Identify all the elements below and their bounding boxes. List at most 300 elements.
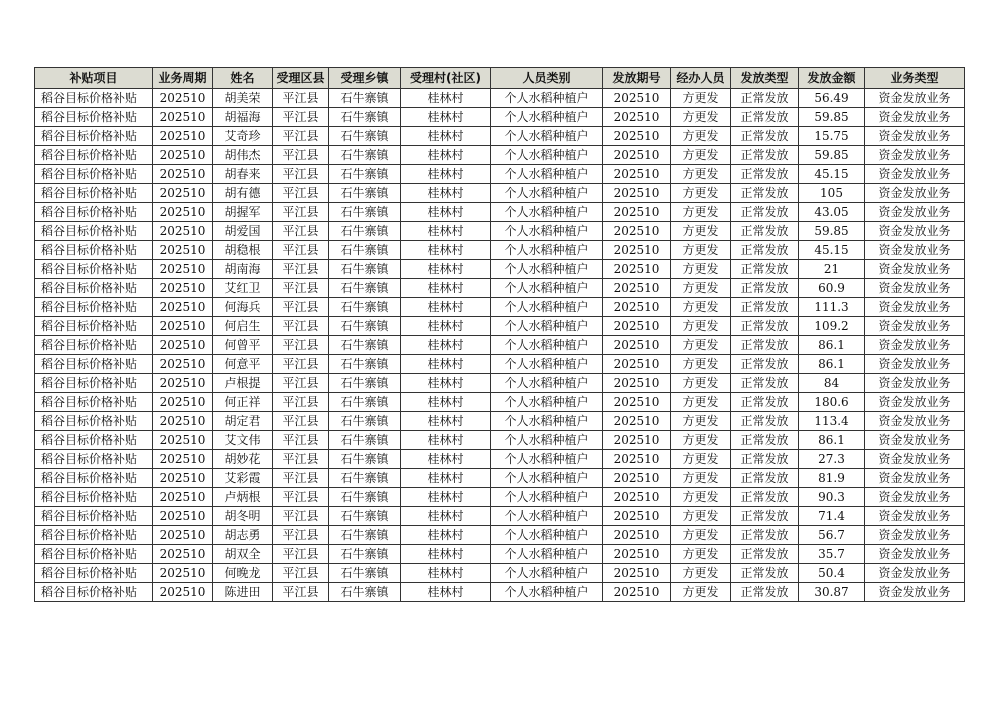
cell-amount: 45.15 bbox=[799, 165, 865, 184]
cell-issue-type: 正常发放 bbox=[731, 279, 799, 298]
cell-village: 桂林村 bbox=[401, 374, 491, 393]
cell-township: 石牛寨镇 bbox=[329, 241, 401, 260]
cell-subsidy-item: 稻谷目标价格补贴 bbox=[35, 184, 153, 203]
cell-person-category: 个人水稻种植户 bbox=[491, 583, 603, 602]
cell-village: 桂林村 bbox=[401, 336, 491, 355]
cell-name: 艾红卫 bbox=[213, 279, 273, 298]
cell-township: 石牛寨镇 bbox=[329, 108, 401, 127]
cell-village: 桂林村 bbox=[401, 450, 491, 469]
cell-township: 石牛寨镇 bbox=[329, 431, 401, 450]
cell-amount: 111.3 bbox=[799, 298, 865, 317]
cell-issue-number: 202510 bbox=[603, 450, 671, 469]
cell-county: 平江县 bbox=[273, 488, 329, 507]
table-row bbox=[35, 355, 965, 374]
cell-subsidy-item: 稻谷目标价格补贴 bbox=[35, 393, 153, 412]
cell-handler: 方更发 bbox=[671, 336, 731, 355]
table-row bbox=[35, 298, 965, 317]
cell-township: 石牛寨镇 bbox=[329, 279, 401, 298]
cell-village: 桂林村 bbox=[401, 89, 491, 108]
cell-village: 桂林村 bbox=[401, 431, 491, 450]
cell-issue-type: 正常发放 bbox=[731, 431, 799, 450]
cell-issue-number: 202510 bbox=[603, 260, 671, 279]
cell-business-type: 资金发放业务 bbox=[865, 507, 965, 526]
cell-county: 平江县 bbox=[273, 260, 329, 279]
cell-issue-number: 202510 bbox=[603, 488, 671, 507]
cell-person-category: 个人水稻种植户 bbox=[491, 203, 603, 222]
cell-person-category: 个人水稻种植户 bbox=[491, 127, 603, 146]
cell-handler: 方更发 bbox=[671, 89, 731, 108]
table-row bbox=[35, 241, 965, 260]
cell-business-type: 资金发放业务 bbox=[865, 545, 965, 564]
cell-amount: 59.85 bbox=[799, 108, 865, 127]
cell-name: 艾奇珍 bbox=[213, 127, 273, 146]
cell-county: 平江县 bbox=[273, 279, 329, 298]
cell-person-category: 个人水稻种植户 bbox=[491, 374, 603, 393]
cell-village: 桂林村 bbox=[401, 583, 491, 602]
cell-name: 胡爱国 bbox=[213, 222, 273, 241]
cell-handler: 方更发 bbox=[671, 203, 731, 222]
table-row bbox=[35, 317, 965, 336]
table-row bbox=[35, 412, 965, 431]
cell-subsidy-item: 稻谷目标价格补贴 bbox=[35, 526, 153, 545]
cell-township: 石牛寨镇 bbox=[329, 336, 401, 355]
cell-business-period: 202510 bbox=[153, 412, 213, 431]
cell-township: 石牛寨镇 bbox=[329, 393, 401, 412]
cell-handler: 方更发 bbox=[671, 374, 731, 393]
cell-person-category: 个人水稻种植户 bbox=[491, 336, 603, 355]
cell-issue-number: 202510 bbox=[603, 184, 671, 203]
col-header-township: 受理乡镇 bbox=[329, 68, 401, 89]
table-row bbox=[35, 146, 965, 165]
cell-village: 桂林村 bbox=[401, 279, 491, 298]
cell-issue-number: 202510 bbox=[603, 431, 671, 450]
cell-amount: 15.75 bbox=[799, 127, 865, 146]
cell-village: 桂林村 bbox=[401, 507, 491, 526]
cell-amount: 180.6 bbox=[799, 393, 865, 412]
cell-business-type: 资金发放业务 bbox=[865, 526, 965, 545]
cell-issue-number: 202510 bbox=[603, 583, 671, 602]
cell-business-period: 202510 bbox=[153, 469, 213, 488]
cell-person-category: 个人水稻种植户 bbox=[491, 89, 603, 108]
cell-township: 石牛寨镇 bbox=[329, 450, 401, 469]
cell-business-period: 202510 bbox=[153, 298, 213, 317]
subsidy-payment-table bbox=[34, 67, 965, 602]
cell-issue-type: 正常发放 bbox=[731, 108, 799, 127]
cell-business-type: 资金发放业务 bbox=[865, 317, 965, 336]
cell-person-category: 个人水稻种植户 bbox=[491, 545, 603, 564]
cell-business-type: 资金发放业务 bbox=[865, 374, 965, 393]
cell-name: 胡冬明 bbox=[213, 507, 273, 526]
cell-business-type: 资金发放业务 bbox=[865, 355, 965, 374]
cell-county: 平江县 bbox=[273, 450, 329, 469]
cell-township: 石牛寨镇 bbox=[329, 184, 401, 203]
cell-township: 石牛寨镇 bbox=[329, 564, 401, 583]
cell-person-category: 个人水稻种植户 bbox=[491, 526, 603, 545]
cell-county: 平江县 bbox=[273, 469, 329, 488]
cell-subsidy-item: 稻谷目标价格补贴 bbox=[35, 108, 153, 127]
table-row bbox=[35, 279, 965, 298]
cell-person-category: 个人水稻种植户 bbox=[491, 241, 603, 260]
cell-issue-number: 202510 bbox=[603, 222, 671, 241]
cell-issue-number: 202510 bbox=[603, 545, 671, 564]
cell-handler: 方更发 bbox=[671, 526, 731, 545]
cell-issue-number: 202510 bbox=[603, 298, 671, 317]
cell-issue-type: 正常发放 bbox=[731, 222, 799, 241]
cell-business-period: 202510 bbox=[153, 393, 213, 412]
cell-subsidy-item: 稻谷目标价格补贴 bbox=[35, 317, 153, 336]
cell-business-type: 资金发放业务 bbox=[865, 108, 965, 127]
cell-business-type: 资金发放业务 bbox=[865, 488, 965, 507]
cell-issue-type: 正常发放 bbox=[731, 488, 799, 507]
cell-business-type: 资金发放业务 bbox=[865, 184, 965, 203]
table-row bbox=[35, 431, 965, 450]
table-row bbox=[35, 260, 965, 279]
cell-person-category: 个人水稻种植户 bbox=[491, 165, 603, 184]
table-row bbox=[35, 507, 965, 526]
cell-amount: 60.9 bbox=[799, 279, 865, 298]
cell-person-category: 个人水稻种植户 bbox=[491, 469, 603, 488]
cell-person-category: 个人水稻种植户 bbox=[491, 279, 603, 298]
cell-handler: 方更发 bbox=[671, 545, 731, 564]
cell-county: 平江县 bbox=[273, 241, 329, 260]
cell-issue-type: 正常发放 bbox=[731, 564, 799, 583]
cell-issue-number: 202510 bbox=[603, 165, 671, 184]
cell-person-category: 个人水稻种植户 bbox=[491, 564, 603, 583]
cell-name: 艾文伟 bbox=[213, 431, 273, 450]
cell-issue-number: 202510 bbox=[603, 355, 671, 374]
cell-issue-type: 正常发放 bbox=[731, 184, 799, 203]
cell-amount: 30.87 bbox=[799, 583, 865, 602]
table-row bbox=[35, 469, 965, 488]
cell-subsidy-item: 稻谷目标价格补贴 bbox=[35, 279, 153, 298]
cell-township: 石牛寨镇 bbox=[329, 374, 401, 393]
cell-village: 桂林村 bbox=[401, 526, 491, 545]
cell-business-period: 202510 bbox=[153, 545, 213, 564]
cell-village: 桂林村 bbox=[401, 317, 491, 336]
cell-issue-number: 202510 bbox=[603, 374, 671, 393]
table-row bbox=[35, 89, 965, 108]
cell-name: 胡稳根 bbox=[213, 241, 273, 260]
cell-county: 平江县 bbox=[273, 393, 329, 412]
cell-subsidy-item: 稻谷目标价格补贴 bbox=[35, 450, 153, 469]
cell-county: 平江县 bbox=[273, 545, 329, 564]
cell-issue-type: 正常发放 bbox=[731, 507, 799, 526]
cell-village: 桂林村 bbox=[401, 165, 491, 184]
cell-issue-type: 正常发放 bbox=[731, 89, 799, 108]
cell-business-period: 202510 bbox=[153, 184, 213, 203]
cell-issue-number: 202510 bbox=[603, 393, 671, 412]
cell-business-type: 资金发放业务 bbox=[865, 336, 965, 355]
col-header-county: 受理区县 bbox=[273, 68, 329, 89]
cell-subsidy-item: 稻谷目标价格补贴 bbox=[35, 431, 153, 450]
cell-issue-number: 202510 bbox=[603, 108, 671, 127]
cell-issue-number: 202510 bbox=[603, 412, 671, 431]
cell-business-period: 202510 bbox=[153, 507, 213, 526]
cell-subsidy-item: 稻谷目标价格补贴 bbox=[35, 146, 153, 165]
cell-subsidy-item: 稻谷目标价格补贴 bbox=[35, 222, 153, 241]
cell-amount: 113.4 bbox=[799, 412, 865, 431]
cell-name: 何曾平 bbox=[213, 336, 273, 355]
table-row bbox=[35, 184, 965, 203]
cell-business-period: 202510 bbox=[153, 146, 213, 165]
col-header-amount: 发放金额 bbox=[799, 68, 865, 89]
cell-village: 桂林村 bbox=[401, 241, 491, 260]
table-row bbox=[35, 393, 965, 412]
cell-issue-type: 正常发放 bbox=[731, 355, 799, 374]
cell-county: 平江县 bbox=[273, 564, 329, 583]
cell-person-category: 个人水稻种植户 bbox=[491, 450, 603, 469]
cell-village: 桂林村 bbox=[401, 545, 491, 564]
table-row bbox=[35, 336, 965, 355]
cell-business-period: 202510 bbox=[153, 564, 213, 583]
cell-name: 何正祥 bbox=[213, 393, 273, 412]
cell-subsidy-item: 稻谷目标价格补贴 bbox=[35, 298, 153, 317]
cell-county: 平江县 bbox=[273, 108, 329, 127]
cell-handler: 方更发 bbox=[671, 279, 731, 298]
cell-township: 石牛寨镇 bbox=[329, 526, 401, 545]
cell-subsidy-item: 稻谷目标价格补贴 bbox=[35, 545, 153, 564]
cell-business-type: 资金发放业务 bbox=[865, 260, 965, 279]
cell-person-category: 个人水稻种植户 bbox=[491, 412, 603, 431]
cell-amount: 71.4 bbox=[799, 507, 865, 526]
cell-name: 陈进田 bbox=[213, 583, 273, 602]
cell-issue-type: 正常发放 bbox=[731, 374, 799, 393]
cell-county: 平江县 bbox=[273, 355, 329, 374]
cell-village: 桂林村 bbox=[401, 564, 491, 583]
cell-handler: 方更发 bbox=[671, 393, 731, 412]
cell-village: 桂林村 bbox=[401, 260, 491, 279]
cell-name: 胡美荣 bbox=[213, 89, 273, 108]
cell-amount: 21 bbox=[799, 260, 865, 279]
cell-issue-number: 202510 bbox=[603, 336, 671, 355]
cell-business-period: 202510 bbox=[153, 317, 213, 336]
cell-subsidy-item: 稻谷目标价格补贴 bbox=[35, 564, 153, 583]
cell-handler: 方更发 bbox=[671, 165, 731, 184]
table-row bbox=[35, 545, 965, 564]
cell-issue-type: 正常发放 bbox=[731, 241, 799, 260]
cell-business-type: 资金发放业务 bbox=[865, 431, 965, 450]
cell-county: 平江县 bbox=[273, 526, 329, 545]
table-row bbox=[35, 564, 965, 583]
cell-amount: 105 bbox=[799, 184, 865, 203]
cell-business-period: 202510 bbox=[153, 279, 213, 298]
cell-handler: 方更发 bbox=[671, 146, 731, 165]
cell-handler: 方更发 bbox=[671, 469, 731, 488]
cell-issue-number: 202510 bbox=[603, 317, 671, 336]
cell-name: 胡春来 bbox=[213, 165, 273, 184]
cell-issue-type: 正常发放 bbox=[731, 298, 799, 317]
cell-village: 桂林村 bbox=[401, 184, 491, 203]
cell-subsidy-item: 稻谷目标价格补贴 bbox=[35, 89, 153, 108]
cell-subsidy-item: 稻谷目标价格补贴 bbox=[35, 165, 153, 184]
cell-amount: 84 bbox=[799, 374, 865, 393]
cell-person-category: 个人水稻种植户 bbox=[491, 298, 603, 317]
table-row bbox=[35, 127, 965, 146]
cell-issue-type: 正常发放 bbox=[731, 203, 799, 222]
cell-village: 桂林村 bbox=[401, 412, 491, 431]
cell-county: 平江县 bbox=[273, 374, 329, 393]
cell-subsidy-item: 稻谷目标价格补贴 bbox=[35, 488, 153, 507]
cell-handler: 方更发 bbox=[671, 298, 731, 317]
cell-subsidy-item: 稻谷目标价格补贴 bbox=[35, 203, 153, 222]
cell-issue-number: 202510 bbox=[603, 279, 671, 298]
cell-person-category: 个人水稻种植户 bbox=[491, 184, 603, 203]
cell-amount: 59.85 bbox=[799, 222, 865, 241]
col-header-business-type: 业务类型 bbox=[865, 68, 965, 89]
cell-business-period: 202510 bbox=[153, 374, 213, 393]
cell-subsidy-item: 稻谷目标价格补贴 bbox=[35, 412, 153, 431]
cell-person-category: 个人水稻种植户 bbox=[491, 317, 603, 336]
cell-person-category: 个人水稻种植户 bbox=[491, 108, 603, 127]
cell-county: 平江县 bbox=[273, 165, 329, 184]
cell-business-type: 资金发放业务 bbox=[865, 203, 965, 222]
cell-issue-type: 正常发放 bbox=[731, 545, 799, 564]
cell-handler: 方更发 bbox=[671, 241, 731, 260]
cell-business-type: 资金发放业务 bbox=[865, 469, 965, 488]
cell-handler: 方更发 bbox=[671, 222, 731, 241]
cell-subsidy-item: 稻谷目标价格补贴 bbox=[35, 127, 153, 146]
cell-name: 胡伟杰 bbox=[213, 146, 273, 165]
cell-business-period: 202510 bbox=[153, 89, 213, 108]
cell-township: 石牛寨镇 bbox=[329, 583, 401, 602]
cell-county: 平江县 bbox=[273, 184, 329, 203]
table-row bbox=[35, 488, 965, 507]
cell-business-period: 202510 bbox=[153, 108, 213, 127]
cell-handler: 方更发 bbox=[671, 260, 731, 279]
cell-village: 桂林村 bbox=[401, 393, 491, 412]
cell-township: 石牛寨镇 bbox=[329, 412, 401, 431]
cell-amount: 109.2 bbox=[799, 317, 865, 336]
cell-issue-type: 正常发放 bbox=[731, 260, 799, 279]
col-header-issue-number: 发放期号 bbox=[603, 68, 671, 89]
cell-business-type: 资金发放业务 bbox=[865, 241, 965, 260]
cell-amount: 27.3 bbox=[799, 450, 865, 469]
cell-business-period: 202510 bbox=[153, 203, 213, 222]
cell-subsidy-item: 稻谷目标价格补贴 bbox=[35, 374, 153, 393]
cell-amount: 50.4 bbox=[799, 564, 865, 583]
cell-county: 平江县 bbox=[273, 203, 329, 222]
cell-handler: 方更发 bbox=[671, 431, 731, 450]
cell-village: 桂林村 bbox=[401, 488, 491, 507]
cell-village: 桂林村 bbox=[401, 127, 491, 146]
cell-name: 胡志勇 bbox=[213, 526, 273, 545]
cell-issue-number: 202510 bbox=[603, 241, 671, 260]
cell-issue-number: 202510 bbox=[603, 127, 671, 146]
cell-subsidy-item: 稻谷目标价格补贴 bbox=[35, 469, 153, 488]
cell-subsidy-item: 稻谷目标价格补贴 bbox=[35, 583, 153, 602]
cell-business-type: 资金发放业务 bbox=[865, 583, 965, 602]
cell-amount: 56.7 bbox=[799, 526, 865, 545]
cell-township: 石牛寨镇 bbox=[329, 146, 401, 165]
cell-amount: 90.3 bbox=[799, 488, 865, 507]
cell-subsidy-item: 稻谷目标价格补贴 bbox=[35, 507, 153, 526]
cell-subsidy-item: 稻谷目标价格补贴 bbox=[35, 241, 153, 260]
cell-business-type: 资金发放业务 bbox=[865, 146, 965, 165]
cell-issue-number: 202510 bbox=[603, 146, 671, 165]
cell-issue-number: 202510 bbox=[603, 469, 671, 488]
cell-business-period: 202510 bbox=[153, 241, 213, 260]
cell-name: 胡福海 bbox=[213, 108, 273, 127]
cell-township: 石牛寨镇 bbox=[329, 488, 401, 507]
cell-township: 石牛寨镇 bbox=[329, 89, 401, 108]
cell-business-period: 202510 bbox=[153, 450, 213, 469]
cell-county: 平江县 bbox=[273, 507, 329, 526]
cell-township: 石牛寨镇 bbox=[329, 165, 401, 184]
cell-person-category: 个人水稻种植户 bbox=[491, 355, 603, 374]
table-row bbox=[35, 526, 965, 545]
cell-subsidy-item: 稻谷目标价格补贴 bbox=[35, 336, 153, 355]
cell-name: 艾彩霞 bbox=[213, 469, 273, 488]
col-header-name: 姓名 bbox=[213, 68, 273, 89]
cell-handler: 方更发 bbox=[671, 108, 731, 127]
cell-township: 石牛寨镇 bbox=[329, 545, 401, 564]
cell-issue-type: 正常发放 bbox=[731, 412, 799, 431]
cell-business-period: 202510 bbox=[153, 127, 213, 146]
cell-issue-number: 202510 bbox=[603, 89, 671, 108]
cell-business-period: 202510 bbox=[153, 355, 213, 374]
cell-business-period: 202510 bbox=[153, 336, 213, 355]
cell-issue-number: 202510 bbox=[603, 526, 671, 545]
cell-name: 何晚龙 bbox=[213, 564, 273, 583]
cell-issue-type: 正常发放 bbox=[731, 127, 799, 146]
cell-business-period: 202510 bbox=[153, 526, 213, 545]
cell-name: 胡双全 bbox=[213, 545, 273, 564]
cell-handler: 方更发 bbox=[671, 583, 731, 602]
cell-county: 平江县 bbox=[273, 127, 329, 146]
col-header-subsidy-item: 补贴项目 bbox=[35, 68, 153, 89]
cell-issue-type: 正常发放 bbox=[731, 165, 799, 184]
cell-county: 平江县 bbox=[273, 146, 329, 165]
cell-township: 石牛寨镇 bbox=[329, 355, 401, 374]
cell-person-category: 个人水稻种植户 bbox=[491, 507, 603, 526]
table-body bbox=[35, 89, 965, 602]
cell-handler: 方更发 bbox=[671, 127, 731, 146]
table-row bbox=[35, 583, 965, 602]
cell-name: 何意平 bbox=[213, 355, 273, 374]
cell-township: 石牛寨镇 bbox=[329, 469, 401, 488]
cell-name: 卢根提 bbox=[213, 374, 273, 393]
cell-name: 胡妙花 bbox=[213, 450, 273, 469]
cell-business-period: 202510 bbox=[153, 222, 213, 241]
cell-handler: 方更发 bbox=[671, 317, 731, 336]
cell-amount: 56.49 bbox=[799, 89, 865, 108]
cell-person-category: 个人水稻种植户 bbox=[491, 393, 603, 412]
cell-issue-type: 正常发放 bbox=[731, 583, 799, 602]
cell-issue-type: 正常发放 bbox=[731, 146, 799, 165]
cell-county: 平江县 bbox=[273, 298, 329, 317]
cell-business-type: 资金发放业务 bbox=[865, 165, 965, 184]
cell-amount: 35.7 bbox=[799, 545, 865, 564]
cell-village: 桂林村 bbox=[401, 203, 491, 222]
cell-name: 卢炳根 bbox=[213, 488, 273, 507]
cell-issue-type: 正常发放 bbox=[731, 317, 799, 336]
cell-name: 何海兵 bbox=[213, 298, 273, 317]
cell-township: 石牛寨镇 bbox=[329, 298, 401, 317]
cell-handler: 方更发 bbox=[671, 355, 731, 374]
cell-business-type: 资金发放业务 bbox=[865, 127, 965, 146]
cell-township: 石牛寨镇 bbox=[329, 127, 401, 146]
cell-handler: 方更发 bbox=[671, 507, 731, 526]
col-header-issue-type: 发放类型 bbox=[731, 68, 799, 89]
cell-amount: 43.05 bbox=[799, 203, 865, 222]
cell-county: 平江县 bbox=[273, 583, 329, 602]
cell-business-type: 资金发放业务 bbox=[865, 298, 965, 317]
cell-issue-number: 202510 bbox=[603, 507, 671, 526]
cell-handler: 方更发 bbox=[671, 564, 731, 583]
cell-amount: 86.1 bbox=[799, 355, 865, 374]
table-header-row bbox=[35, 68, 965, 89]
cell-issue-type: 正常发放 bbox=[731, 336, 799, 355]
